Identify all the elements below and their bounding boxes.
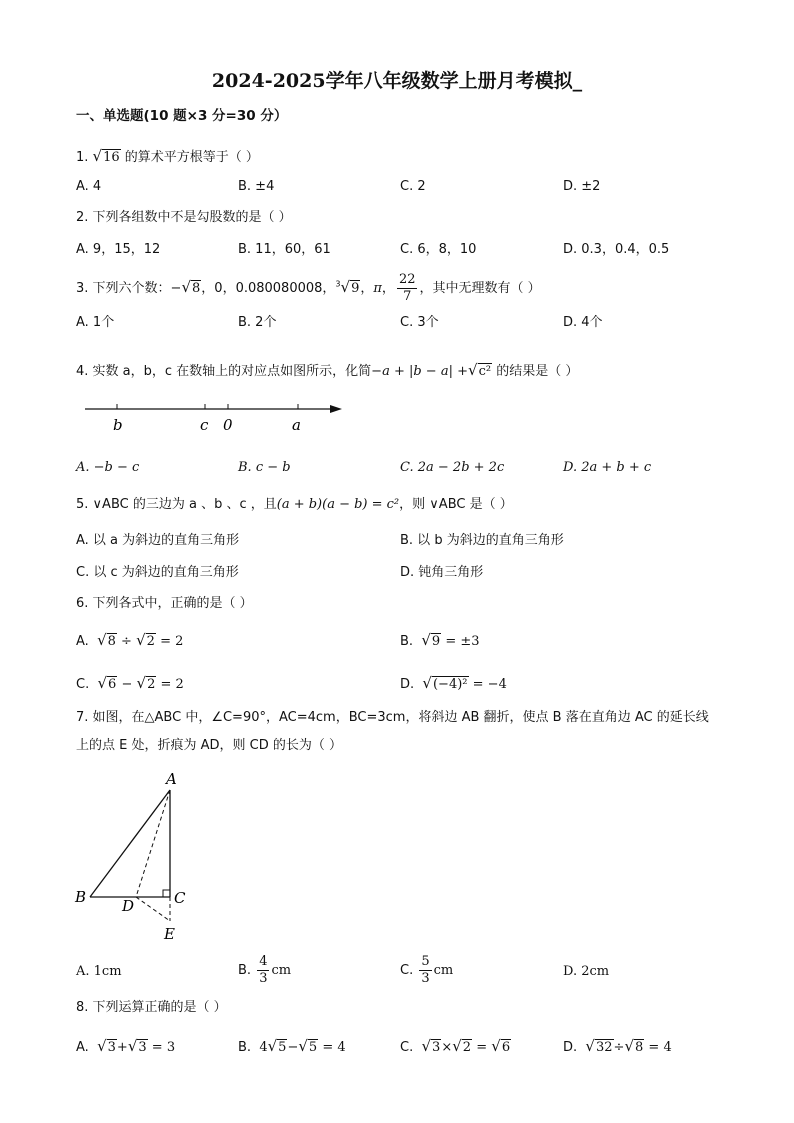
q6-option-c[interactable]: C. √6 − √2 = 2 (76, 674, 184, 692)
question-text: 的算术平方根等于（ ） (124, 150, 259, 165)
question-3: 3. 下列六个数：−√8，0，0.080080008，$^3$√9，π， $\frac{22}{7}$ ，其中无理数有（ ） (76, 272, 541, 304)
q3-option-d[interactable]: D. 4个 (563, 315, 603, 330)
q4-option-b[interactable]: B. c − b (238, 460, 291, 475)
q2-option-a[interactable]: A. 9，15，12 (76, 242, 161, 257)
question-4 (76, 360, 578, 382)
q6-option-a[interactable]: A. √8 ÷ √2 = 2 (76, 631, 184, 649)
q7-option-c[interactable]: C. $\frac{5}{3}$ cm (400, 954, 454, 986)
segment-ab (90, 790, 170, 897)
q1-option-c[interactable]: C. 2 (400, 179, 426, 194)
label-a: a (292, 416, 301, 434)
q7-option-a[interactable]: A. 1cm (76, 964, 122, 979)
q4-option-c[interactable]: C. 2a − 2b + 2c (400, 460, 505, 475)
sqrt-expression: √8 (181, 278, 201, 296)
question-8: 8. 下列运算正确的是（ ） (76, 1000, 227, 1015)
q2-option-b[interactable]: B. 11，60，61 (238, 242, 331, 257)
q4-option-a[interactable]: A. −b − c (76, 460, 140, 475)
cube-root-expression: √9 (340, 278, 360, 296)
question-text: ，0，0.080080008， (201, 281, 336, 296)
q5-option-b[interactable]: B. 以 b 为斜边的直角三角形 (400, 533, 564, 548)
label-d: D (122, 897, 135, 915)
label-e: E (164, 925, 175, 943)
math-expression: −a + |b − a| + (371, 364, 468, 379)
triangle-figure (72, 768, 202, 948)
q1-option-d[interactable]: D. ±2 (563, 179, 601, 194)
q3-option-b[interactable]: B. 2个 (238, 315, 277, 330)
q2-option-c[interactable]: C. 6，8，10 (400, 242, 477, 257)
q2-option-d[interactable]: D. 0.3，0.4，0.5 (563, 242, 670, 257)
page-title: 2024-2025学年八年级数学上册月考模拟_ (211, 70, 583, 92)
segment-de (136, 897, 170, 921)
q7-option-d[interactable]: D. 2cm (563, 964, 610, 979)
q8-option-d[interactable]: D. √32÷√8 = 4 (563, 1037, 672, 1055)
minus-sign: − (170, 281, 182, 296)
question-text: ，其中无理数有（ ） (419, 281, 541, 296)
question-2: 2. 下列各组数中不是勾股数的是（ ） (76, 210, 292, 225)
axis-arrow-icon (330, 405, 342, 413)
label-a: A (166, 770, 177, 788)
q5-option-d[interactable]: D. 钝角三角形 (400, 565, 484, 580)
label-c: c (200, 416, 209, 434)
label-0: 0 (223, 416, 233, 434)
label-c: C (174, 889, 186, 907)
q5-option-c[interactable]: C. 以 c 为斜边的直角三角形 (76, 565, 239, 580)
question-text: ，则 ∨ABC 是（ ） (399, 497, 513, 512)
sqrt-expression: √c² (468, 361, 492, 379)
q3-option-c[interactable]: C. 3个 (400, 315, 439, 330)
question-1 (76, 146, 259, 168)
section-heading: 一、单选题(10 题×3 分=30 分） (76, 108, 288, 124)
number-line-figure (80, 396, 350, 436)
pi-symbol: π (373, 281, 382, 296)
sqrt-expression: √16 (92, 147, 120, 165)
q1-option-a[interactable]: A. 4 (76, 179, 102, 194)
label-b: B (75, 888, 87, 906)
question-7: 7. 如图，在△ABC 中，∠C=90°，AC=4cm，BC=3cm，将斜边 AB 翻折，使点 B 落在直角边 AC 的延长线上的点 E 处，折痕为 AD，则 CD 的长为（ ） (76, 710, 709, 753)
question-5 (76, 495, 513, 515)
q6-option-b[interactable]: B. √9 = ±3 (400, 631, 480, 649)
q8-option-c[interactable]: C. √3×√2 = √6 (400, 1037, 511, 1055)
q1-option-b[interactable]: B. ±4 (238, 179, 275, 194)
right-angle-mark (163, 890, 170, 897)
root-index: 3 (335, 279, 341, 289)
q8-option-a[interactable]: A. √3+√3 = 3 (76, 1037, 176, 1055)
label-b: b (113, 416, 123, 434)
fraction: $\frac{22}{7}$ (398, 272, 416, 304)
q6-option-d[interactable]: D. √(−4)² = −4 (400, 674, 507, 692)
question-text: 5. ∨ABC 的三边为 a 、b 、c ，且 (76, 497, 277, 512)
fold-line-ad (136, 790, 170, 897)
q8-option-b[interactable]: B. 4√5−√5 = 4 (238, 1037, 346, 1055)
question-number: 1. (76, 150, 89, 165)
math-expression: (a + b)(a − b) = c² (276, 497, 400, 512)
q3-option-a[interactable]: A. 1个 (76, 315, 115, 330)
q7-option-b[interactable]: B. $\frac{4}{3}$ cm (238, 954, 292, 986)
question-6: 6. 下列各式中，正确的是（ ） (76, 596, 253, 611)
question-text: 3. 下列六个数： (76, 281, 171, 296)
question-text: 4. 实数 a，b，c 在数轴上的对应点如图所示，化简 (76, 364, 372, 379)
q4-option-d[interactable]: D. 2a + b + c (563, 460, 652, 475)
question-text: 的结果是（ ） (496, 364, 579, 379)
q5-option-a[interactable]: A. 以 a 为斜边的直角三角形 (76, 533, 240, 548)
